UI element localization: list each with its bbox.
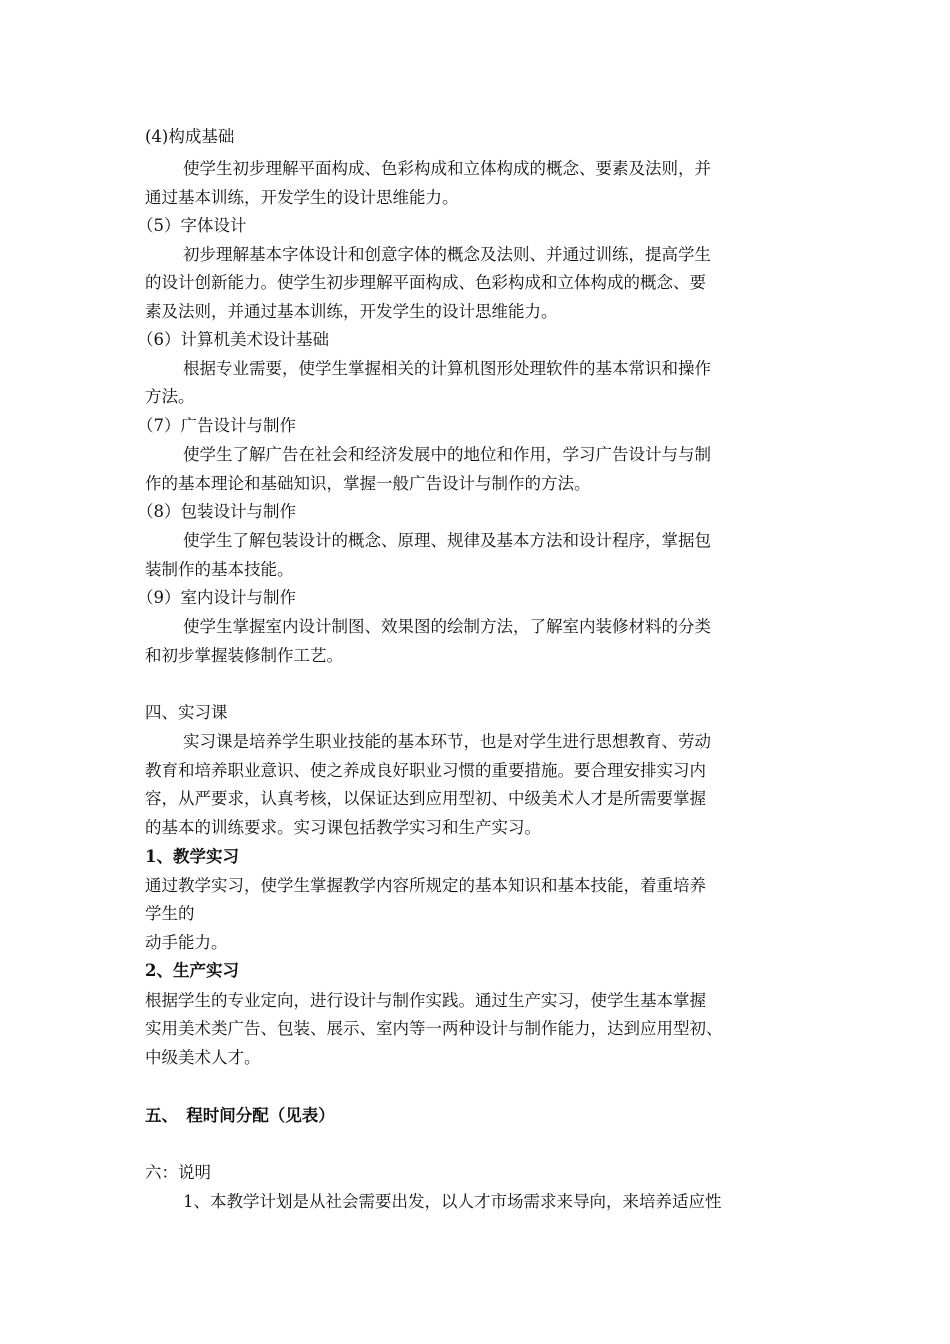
paragraph-line: 学生的 bbox=[145, 904, 195, 923]
paragraph-line: 的基本的训练要求。实习课包括教学实习和生产实习。 bbox=[145, 818, 541, 837]
paragraph-line: 实用美术类广告、包装、展示、室内等一两种设计与制作能力，达到应用型初、 bbox=[145, 1019, 723, 1038]
paragraph-line: 通过基本训练，开发学生的设计思维能力。 bbox=[145, 188, 459, 207]
heading-font-design: （5）字体设计 bbox=[137, 216, 247, 235]
paragraph-line: 素及法则，并通过基本训练，开发学生的设计思维能力。 bbox=[145, 302, 558, 321]
heading-interior: （9）室内设计与制作 bbox=[137, 588, 296, 607]
paragraph-line: 通过教学实习，使学生掌握教学内容所规定的基本知识和基本技能，着重培养 bbox=[145, 876, 706, 895]
paragraph-line: 1、本教学计划是从社会需要出发，以人才市场需求来导向，来培养适应性 bbox=[183, 1192, 722, 1211]
heading-advertising: （7）广告设计与制作 bbox=[137, 416, 296, 435]
paragraph-line: 实习课是培养学生职业技能的基本环节，也是对学生进行思想教育、劳动 bbox=[183, 732, 711, 751]
paragraph-line: 中级美术人才。 bbox=[145, 1048, 261, 1067]
paragraph-line: 和初步掌握装修制作工艺。 bbox=[145, 646, 343, 665]
paragraph-line: 初步理解基本字体设计和创意字体的概念及法则、并通过训练，提高学生 bbox=[183, 245, 711, 264]
heading-teaching-practice: 1、教学实习 bbox=[145, 847, 239, 866]
paragraph-line: 使学生掌握室内设计制图、效果图的绘制方法，了解室内装修材料的分类 bbox=[183, 617, 711, 636]
section-heading-internship: 四、实习课 bbox=[145, 703, 228, 722]
paragraph-line: 装制作的基本技能。 bbox=[145, 560, 294, 579]
paragraph-line: 动手能力。 bbox=[145, 933, 228, 952]
heading-production-practice: 2、生产实习 bbox=[145, 961, 239, 980]
paragraph-line: 作的基本理论和基础知识，掌握一般广告设计与制作的方法。 bbox=[145, 474, 591, 493]
heading-composition-basics: (4)构成基础 bbox=[145, 127, 235, 146]
paragraph-line: 的设计创新能力。使学生初步理解平面构成、色彩构成和立体构成的概念、要 bbox=[145, 273, 706, 292]
heading-packaging: （8）包装设计与制作 bbox=[137, 502, 296, 521]
paragraph-line: 方法。 bbox=[145, 387, 195, 406]
section-heading-time-allocation: 五、 程时间分配（见表） bbox=[145, 1106, 335, 1125]
paragraph-line: 教育和培养职业意识、使之养成良好职业习惯的重要措施。要合理安排实习内 bbox=[145, 761, 706, 780]
paragraph-line: 根据专业需要，使学生掌握相关的计算机图形处理软件的基本常识和操作 bbox=[183, 359, 711, 378]
heading-computer-art: （6）计算机美术设计基础 bbox=[137, 330, 329, 349]
paragraph-line: 使学生了解包装设计的概念、原理、规律及基本方法和设计程序，掌据包 bbox=[183, 531, 711, 550]
paragraph-line: 容，从严要求，认真考核，以保证达到应用型初、中级美术人才是所需要掌握 bbox=[145, 789, 706, 808]
paragraph-line: 使学生了解广告在社会和经济发展中的地位和作用，学习广告设计与与制 bbox=[183, 445, 711, 464]
paragraph-line: 使学生初步理解平面构成、色彩构成和立体构成的概念、要素及法则，并 bbox=[183, 159, 711, 178]
section-heading-notes: 六：说明 bbox=[145, 1163, 211, 1182]
paragraph-line: 根据学生的专业定向，进行设计与制作实践。通过生产实习，使学生基本掌握 bbox=[145, 991, 706, 1010]
